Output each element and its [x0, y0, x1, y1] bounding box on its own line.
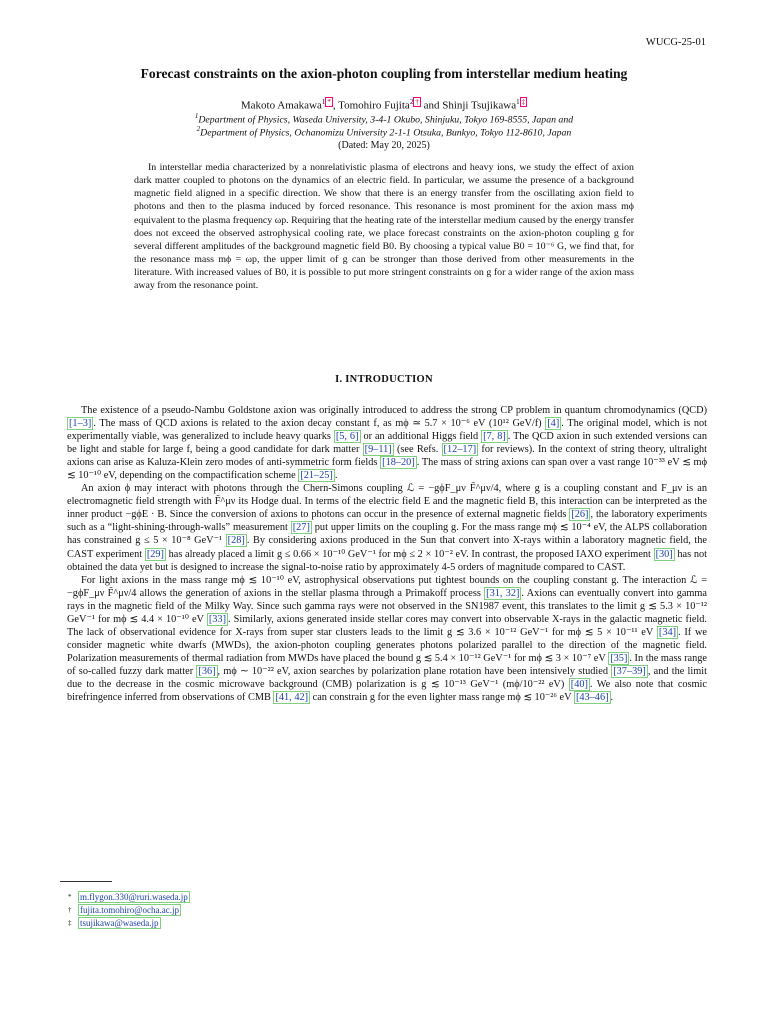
- footnote: [68, 891, 190, 904]
- paragraph: [67, 574, 707, 704]
- citation-link[interactable]: [37–39]: [613, 665, 646, 677]
- abstract: In interstellar media characterized by a nonrelativistic plasma of electrons and heavy ions, we study the effect of axion dark matter coupled to photons on the dynamics of an electric field. In particular, we assume the presence of a background magnetic field aligned in a specific direction. We show that there is an energy transfer from the oscillating axion field to photons and then to the plasma induced by forced resonance. This resonance is most prominent for the axion mass mϕ equivalent to the plasma frequency ωp. Requiring that the heating rate of the interstellar medium caused by the energy transfer does not exceed the observed astrophysical cooling rate, we place forecast constraints on the axion-photon coupling g for several different amplitudes of the background magnetic field B0. By choosing a typical value B0 = 10⁻⁶ G, we find that, for the resonance mass mϕ = ωp, the upper limit of g can be stronger than those derived from other measurements in the literature. With increased values of B0, it is possible to put more stringent constraints on g for a wider range of the axion mass away from the resonance point.: [134, 162, 634, 292]
- affiliation-line: [60, 125, 708, 138]
- section-heading: I. INTRODUCTION: [335, 374, 433, 385]
- paragraph-text: has already placed a limit g ≤ 0.66 × 10⁻¹⁰ GeV⁻¹ for mϕ ≤ 2 × 10⁻² eV. In contrast, the proposed IAXO experiment: [165, 548, 654, 560]
- body-text: [67, 404, 707, 704]
- citation-link[interactable]: [36]: [198, 665, 216, 677]
- citation-link[interactable]: [5, 6]: [335, 431, 359, 443]
- paragraph: [67, 404, 707, 482]
- citation-link[interactable]: [12–17]: [443, 444, 477, 456]
- author-affiliation-number: 2: [409, 98, 414, 106]
- affiliation-number: 1: [194, 112, 199, 120]
- paragraph-text: . The mass of string axions can span over a vast range 10⁻³³ eV ≲ mϕ ≲ 10⁻¹⁰ eV, depending on the compactification scheme: [67, 457, 707, 482]
- citation-link[interactable]: [21–25]: [300, 470, 333, 482]
- footnotes: [68, 891, 190, 930]
- paragraph-text: , mϕ ∼ 10⁻²² eV, axion searches by polarization plane rotation have been intensively studied: [217, 665, 612, 677]
- citation-link[interactable]: [34]: [658, 626, 677, 638]
- paragraph-text: , the laboratory experiments such as a “light-shining-through-walls” measurement: [67, 509, 708, 534]
- citation-link[interactable]: [28]: [227, 535, 245, 547]
- citation-link[interactable]: [27]: [292, 522, 310, 534]
- paragraph-text: . The QCD axion in such extended versions can be light and stable for large f, being a good candidate for dark matter: [67, 431, 707, 456]
- citation-link[interactable]: [18–20]: [382, 457, 415, 469]
- footnote: [68, 917, 190, 930]
- footnote-divider: [60, 881, 112, 882]
- footnote-link[interactable]: ‡: [521, 98, 526, 106]
- paragraph-text: The existence of a pseudo-Nambu Goldstone axion was originally introduced to address the strong CP problem in quantum chromodynamics (QCD): [81, 405, 707, 416]
- paragraph-text: or an additional Higgs field: [360, 431, 482, 443]
- paragraph-text: . Axions can eventually convert into gamma rays in the magnetic field of the Milky Way. Since such gamma rays were not observed in the SN1987 event, this translates to the limit g ≲ 5.3 × 10⁻¹² GeV⁻¹ for mϕ ≲ 4.4 × 10⁻¹⁰ eV: [67, 587, 708, 625]
- paragraph-text: . In the mass range of so-called fuzzy dark matter: [67, 652, 707, 677]
- paragraph-text: (see Refs.: [393, 444, 442, 456]
- footnote-mark: †: [68, 906, 72, 914]
- citation-link[interactable]: [40]: [570, 678, 588, 690]
- citation-link[interactable]: [29]: [146, 548, 164, 560]
- author-list: [60, 98, 708, 112]
- paragraph-text: . By considering axions produced in the Sun that convert into X-rays within a laboratory magnetic field, the CAST experiment: [67, 535, 708, 560]
- affiliation-number: 2: [196, 125, 201, 133]
- footnote: [68, 904, 190, 917]
- citation-link[interactable]: [43–46]: [575, 692, 609, 704]
- date-line: (Dated: May 20, 2025): [338, 140, 430, 151]
- citation-link[interactable]: [35]: [610, 652, 628, 664]
- citation-link[interactable]: [26]: [571, 509, 589, 521]
- footnote-link[interactable]: †: [415, 98, 419, 106]
- paragraph-text: , and the limit due to the decrease in the cosmic microwave background (CMB) polarization is g ≲ 10⁻¹³ GeV⁻¹ (mϕ/10⁻²² eV): [67, 665, 708, 690]
- author-separator: and: [420, 99, 443, 112]
- author-name: Shinji Tsujikawa: [442, 99, 517, 112]
- paragraph-text: . If we consider magnetic white dwarfs (MWDs), the axion-photon coupling generates photons polarized parallel to the direction of the magnetic field. Polarization measurements of thermal radiation from MWDs have placed the bound g ≲ 5.4 × 10⁻¹² GeV⁻¹ for mϕ ≲ 3 × 10⁻⁷ eV: [67, 626, 707, 664]
- citation-link[interactable]: [7, 8]: [483, 431, 506, 443]
- paragraph-text: . We also note that cosmic birefringence inferred from observations of CMB: [67, 678, 707, 704]
- affiliation-text: Department of Physics, Ochanomizu University 2-1-1 Otsuka, Bunkyo, Tokyo 112-8610, Japan: [200, 127, 572, 139]
- author-name: Makoto Amakawa: [240, 99, 322, 112]
- author-affiliation-number: 1: [516, 98, 520, 106]
- citation-link[interactable]: [9–11]: [364, 444, 392, 456]
- citation-link[interactable]: [41, 42]: [275, 692, 309, 704]
- paragraph-text: put upper limits on the coupling g. For the mass range mϕ ≲ 10⁻⁴ eV, the ALPS collaboration has constrained g ≤ 5 × 10⁻⁸ GeV⁻¹: [67, 522, 707, 547]
- citation-link[interactable]: [1–3]: [69, 418, 92, 430]
- paragraph-text: For light axions in the mass range mϕ ≲ 10⁻¹⁰ eV, astrophysical observations put tightest bounds on the coupling constant g. The interaction ℒ = −gϕF_μν F̃^μν/4 allows the generation of axions in the stellar plasma through a Primakoff process: [67, 574, 707, 599]
- paragraph-text: . The mass of QCD axions is related to the axion decay constant f, as mϕ ≃ 5.7 × 10⁻⁶ eV (10¹² GeV/f): [93, 418, 546, 430]
- citation-link[interactable]: [31, 32]: [486, 587, 520, 599]
- email-link[interactable]: tsujikawa@waseda.jp: [80, 918, 159, 928]
- author-affiliation-number: 1: [321, 98, 326, 106]
- paragraph-text: for reviews). In the context of string theory, ultralight axions can arise as Kaluza-Klein zero modes of anti-symmetric form fields: [67, 444, 708, 469]
- citation-link[interactable]: [30]: [655, 548, 673, 560]
- email-link[interactable]: fujita.tomohiro@ocha.ac.jp: [80, 905, 180, 915]
- paragraph-text: . Similarly, axions generated inside stellar cores may convert into observable X-rays in the galactic magnetic field. The lack of observational evidence for X-rays from super star clusters leads to the limit g ≲ 3.6 × 10⁻¹² GeV⁻¹ for mϕ ≲ 5 × 10⁻¹¹ eV: [67, 613, 707, 638]
- affiliation-line: [60, 112, 708, 125]
- paragraph-text: has not obtained the data yet but is designed to increase the signal-to-noise ratio by approximately 4-5 orders of magnitude compared to CAST.: [67, 548, 707, 573]
- footnote-link[interactable]: *: [327, 98, 331, 106]
- paragraph-text: can constrain g for the even lighter mass range mϕ ≲ 10⁻²⁶ eV: [310, 692, 574, 704]
- paper-title: Forecast constraints on the axion-photon coupling from interstellar medium heating: [140, 66, 628, 81]
- email-link[interactable]: m.flygon.330@ruri.waseda.jp: [80, 892, 188, 902]
- paragraph-text: .: [334, 470, 338, 482]
- footnote-mark: ‡: [68, 919, 72, 927]
- citation-link[interactable]: [4]: [547, 418, 560, 430]
- citation-link[interactable]: [33]: [208, 613, 227, 625]
- report-number: WUCG-25-01: [645, 37, 706, 48]
- paragraph-text: An axion ϕ may interact with photons through the Chern-Simons coupling ℒ = −gϕF_μν F̃^μν/4, where g is a coupling constant and F_μν is an electromagnetic field strength with F̃^μν its Hodge dual. In terms of the electric field E and the magnetic field B, this interaction can be interpreted as the inner product −gϕE · B. Since the conversion of axions to photons can occur in the presence of external magnetic fields: [67, 483, 707, 521]
- paragraph-text: .: [610, 692, 614, 704]
- paragraph-text: . The original model, which is not experimentally viable, was generalized to include heavy quarks: [67, 418, 707, 443]
- paragraph: [67, 482, 707, 573]
- affiliation-text: Department of Physics, Waseda University, 3-4-1 Okubo, Shinjuku, Tokyo 169-8555, Japan and: [198, 114, 574, 126]
- author-name: Tomohiro Fujita: [338, 99, 410, 112]
- author-separator: ,: [332, 99, 339, 112]
- footnote-mark: *: [68, 893, 72, 901]
